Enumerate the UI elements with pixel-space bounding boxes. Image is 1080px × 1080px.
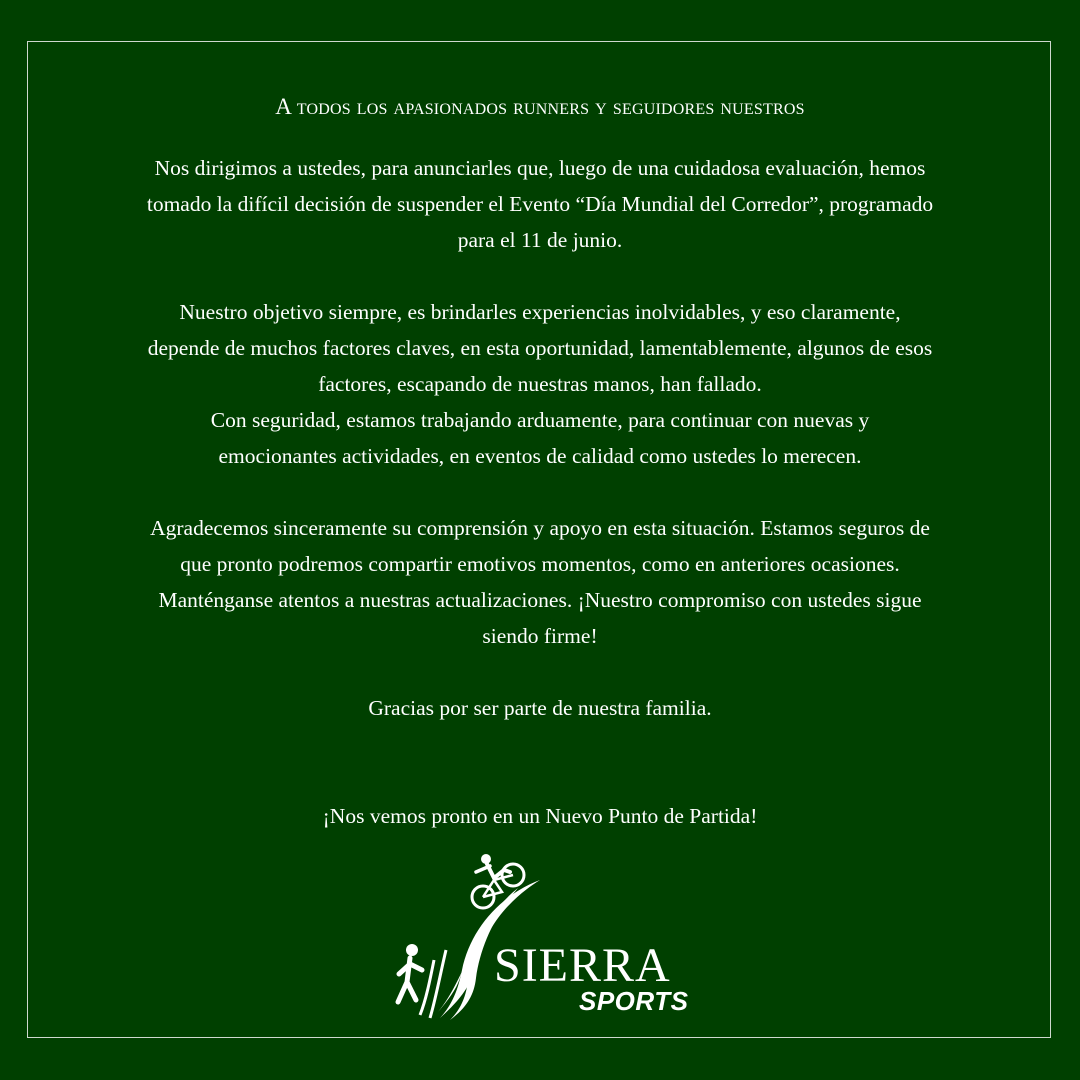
- paragraph-line: emocionantes actividades, en eventos de calidad como ustedes lo merecen.: [218, 444, 862, 468]
- paragraph-suspension: [60, 150, 1020, 258]
- paragraph-line: factores, escapando de nuestras manos, han fallado.: [318, 372, 762, 396]
- paragraph-line: depende de muchos factores claves, en esta oportunidad, lamentablemente, algunos de esos: [147, 336, 933, 360]
- paragraph-thanks-support: [60, 510, 1020, 654]
- paragraph-line: Manténganse atentos a nuestras actualizaciones. ¡Nuestro compromiso con ustedes sigue: [158, 588, 922, 612]
- thanks-line: Gracias por ser parte de nuestra familia.: [368, 696, 712, 720]
- paragraph-line: para el 11 de junio.: [457, 228, 623, 252]
- paragraph-objective: [60, 294, 1020, 474]
- paragraph-line: tomado la difícil decisión de suspender el Evento “Día Mundial del Corredor”, programado: [146, 192, 934, 216]
- closing-line: ¡Nos vemos pronto en un Nuevo Punto de Partida!: [322, 804, 758, 828]
- announcement: [60, 90, 1020, 834]
- paragraph-line: Con seguridad, estamos trabajando arduamente, para continuar con nuevas y: [210, 408, 870, 432]
- logo-text-sports: SPORTS: [579, 986, 689, 1016]
- announcement-heading: A todos los apasionados runners y seguidores nuestros: [275, 94, 805, 119]
- paragraph-line: que pronto podremos compartir emotivos momentos, como en anteriores ocasiones.: [180, 552, 900, 576]
- paragraph-line: siendo firme!: [482, 624, 598, 648]
- paragraph-line: Agradecemos sinceramente su comprensión y apoyo en esta situación. Estamos seguros de: [150, 516, 930, 540]
- sierra-sports-logo: [390, 850, 720, 1025]
- paragraph-line: Nos dirigimos a ustedes, para anunciarles que, luego de una cuidadosa evaluación, hemos: [154, 156, 926, 180]
- logo-text-sierra: SIERRA: [494, 939, 671, 992]
- paragraph-line: Nuestro objetivo siempre, es brindarles experiencias inolvidables, y eso claramente,: [179, 300, 901, 324]
